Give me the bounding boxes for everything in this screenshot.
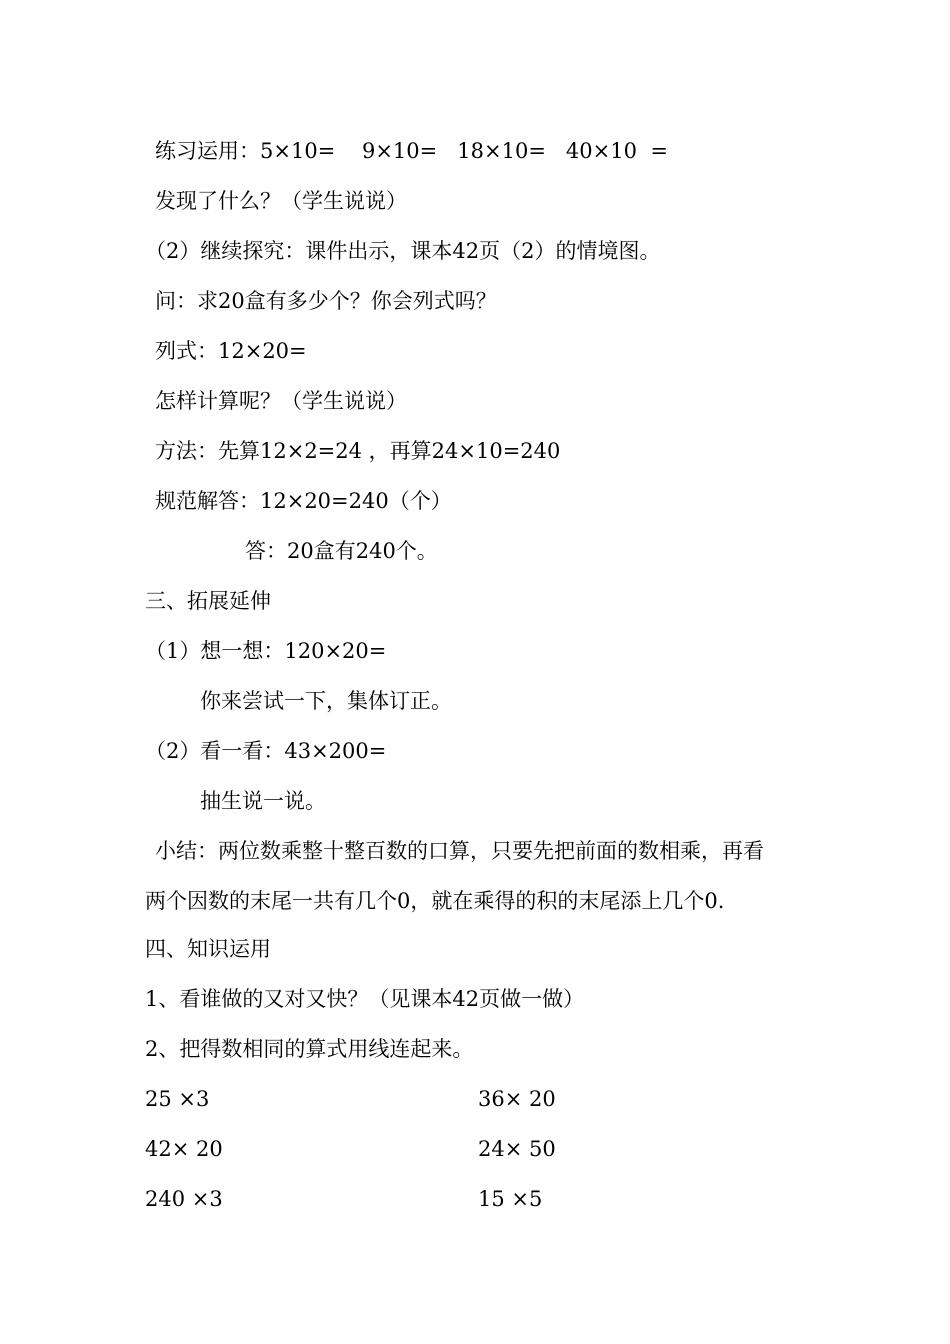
look-line: （2）看一看：43×200= [145,739,387,763]
formula-line: 列式：12×20= [155,339,307,363]
answer-line: 答：20盒有240个。 [245,539,438,563]
matching-right-item: 24× 50 [478,1137,556,1161]
method-line: 方法：先算12×2=24 ，再算24×10=240 [155,439,561,463]
practice-line: 练习运用：5×10= 9×10= 18×10= 40×10 = [155,139,668,163]
how-calc-line: 怎样计算呢？（学生说说） [155,389,407,413]
think-line: （1）想一想：120×20= [145,639,387,663]
summary-line-1: 小结：两位数乘整十整百数的口算，只要先把前面的数相乘，再看 [155,839,764,863]
matching-left-item: 25 ×3 [145,1087,210,1111]
exercise-1-line: 1、看谁做的又对又快？（见课本42页做一做） [145,987,585,1011]
question-line: 问：求20盒有多少个？你会列式吗？ [155,289,497,313]
discovery-question: 发现了什么？（学生说说） [155,189,407,213]
continue-explore: （2）继续探究：课件出示，课本42页（2）的情境图。 [145,239,661,263]
matching-left-item: 42× 20 [145,1137,223,1161]
matching-right-item: 15 ×5 [478,1187,543,1211]
section-heading-application: 四、知识运用 [145,937,271,961]
try-line: 你来尝试一下，集体订正。 [200,689,452,713]
standard-answer-line: 规范解答：12×20=240（个） [155,489,452,513]
student-say-line: 抽生说一说。 [200,789,326,813]
matching-right-item: 36× 20 [478,1087,556,1111]
section-heading-extension: 三、拓展延伸 [145,589,271,613]
matching-left-item: 240 ×3 [145,1187,223,1211]
summary-line-2: 两个因数的末尾一共有几个0，就在乘得的积的末尾添上几个0. [145,889,725,913]
exercise-2-line: 2、把得数相同的算式用线连起来。 [145,1037,474,1061]
